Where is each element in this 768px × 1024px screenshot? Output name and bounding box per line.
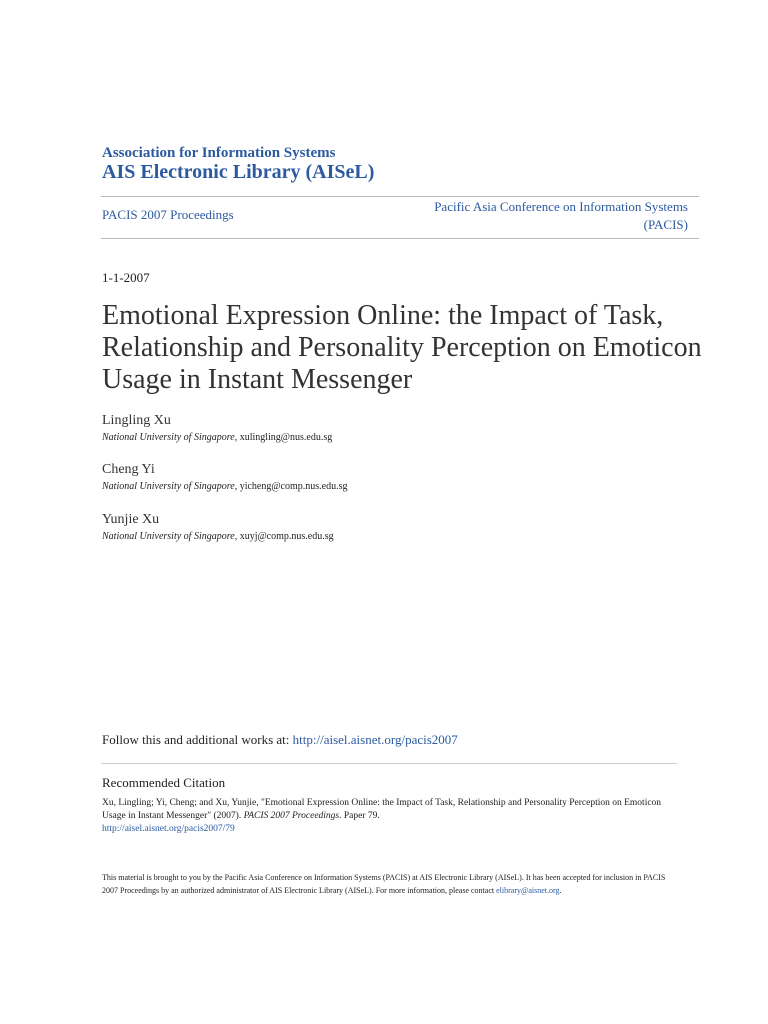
divider-top [101, 196, 699, 197]
citation-text: Xu, Lingling; Yi, Cheng; and Xu, Yunjie, "Emotional Expression Online: the Impact of Task, Relationship and Personality Perception on Emoticon Usage in Instant Messenger" (2007). [102, 798, 662, 821]
author-name[interactable]: Yunjie Xu [102, 512, 160, 527]
conference-abbrev[interactable]: (PACIS) [643, 217, 688, 232]
author-institution: National University of Singapore [102, 432, 235, 443]
conference-link[interactable] [368, 198, 688, 234]
follow-text: Follow this and additional works at: [102, 732, 293, 747]
divider-citation [101, 763, 677, 764]
footer-text: This material is brought to you by the Pacific Asia Conference on Information Systems (PACIS) at AIS Electronic Library (AISeL). It has been accepted for inclusion in PACIS 2007 Proceedings by an authorized administrator of AIS Electronic Library (AISeL). For more information, please contact [102, 873, 666, 895]
author-name[interactable]: Lingling Xu [102, 413, 171, 428]
author-institution: National University of Singapore [102, 531, 235, 542]
author-email: , xulingling@nus.edu.sg [234, 432, 333, 443]
library-name[interactable]: AIS Electronic Library (AISeL) [102, 161, 375, 183]
author-affiliation [102, 432, 332, 443]
organization-name: Association for Information Systems [102, 145, 336, 161]
paper-title: Emotional Expression Online: the Impact of Task, Relationship and Personality Perception on Emoticon Usage in Instant Messenger [102, 300, 702, 395]
follow-url-link[interactable]: http://aisel.aisnet.org/pacis2007 [292, 732, 458, 747]
follow-line [102, 732, 458, 748]
author-name[interactable]: Cheng Yi [102, 462, 155, 477]
citation-heading: Recommended Citation [102, 775, 226, 790]
conference-name[interactable]: Pacific Asia Conference on Information Systems [434, 199, 688, 214]
author-email: , yicheng@comp.nus.edu.sg [234, 481, 348, 492]
contact-email-link[interactable]: elibrary@aisnet.org [496, 886, 560, 895]
citation-proceedings: PACIS 2007 Proceedings [243, 811, 340, 821]
divider-middle [101, 238, 699, 239]
footer-end: . [559, 886, 562, 895]
author-institution: National University of Singapore [102, 481, 235, 492]
author-affiliation [102, 481, 348, 492]
citation-body [102, 797, 682, 836]
citation-paper: . Paper 79. [339, 811, 380, 821]
footer-notice [102, 871, 682, 897]
citation-url-link[interactable]: http://aisel.aisnet.org/pacis2007/79 [102, 824, 235, 834]
proceedings-link[interactable]: PACIS 2007 Proceedings [102, 207, 234, 222]
author-affiliation [102, 531, 334, 542]
author-email: , xuyj@comp.nus.edu.sg [234, 531, 334, 542]
publication-date: 1-1-2007 [102, 270, 150, 285]
